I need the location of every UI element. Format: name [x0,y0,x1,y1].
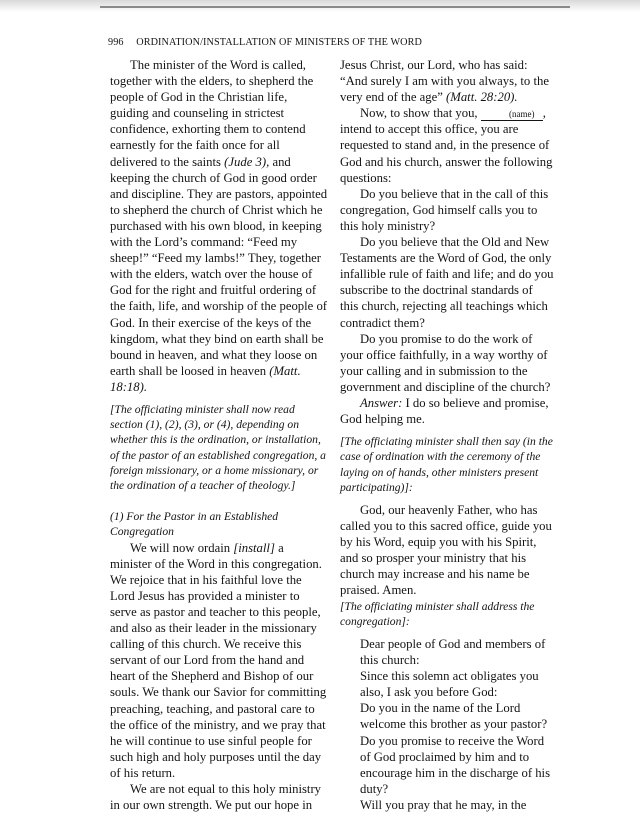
intent-text-b: , intend to accept this office, you are requested to stand and, in the presence of God and his church, answer the following questions: [340,106,553,185]
promise-text: Jesus Christ, our Lord, who has said: “And surely I am with you always, to the very end of the age” [340,58,549,105]
answer-text: I do so believe and promise, God helping me. [340,395,549,427]
hope-paragraph: We are not equal to this holy ministry in our own strength. We put our hope in [110,782,322,813]
ordain-text-a: We will now ordain [130,540,231,555]
ordain-paragraph [110,540,328,781]
ordain-text-b: a minister of the Word in this congregation. We rejoice that in his faithful love the Lord Jesus has provided a minister to serve as pastor and teacher to this people, and also as their leader in the missionary calling of this church. We receive this servant of our Lord from the hand and heart of the Shepherd and Bishop of our souls. We thank our Savior for committing preaching, teaching, and pastoral care to the office of the ministry, and we pray that he will continue to use sinful people for such high and holy purposes until the day of his return. [110,540,327,780]
question-office: Do you promise to do the work of your office faithfully, in a way worthy of your calling and in submission to the government and discipline of the church? [340,331,551,394]
page-number: 996 [108,37,124,48]
intent-text-a: Now, to show that you, [360,106,478,121]
intent-paragraph [340,105,554,185]
address-welcome-question: Do you in the name of the Lord welcome this brother as your pastor? [360,701,548,732]
running-header [108,37,422,48]
rubric-laying-on-hands: [The officiating minister shall then say (in the case of ordination with the ceremony of the laying on of hands, other ministers present participating)]: [340,435,553,494]
address-receive-question: Do you promise to receive the Word of God proclaimed by him and to encourage him in the discharge of his duty? [360,733,551,796]
scripture-ref-matt-28: (Matt. 28:20). [446,90,518,105]
answer-paragraph [340,395,554,427]
intro-paragraph [110,57,328,395]
rubric-address-congregation: [The officiating minister shall address the congregation]: [340,599,535,628]
spacer [340,427,554,434]
right-column [340,57,554,813]
name-blank: (name) [481,109,543,121]
intro-text-b: and keeping the church of God in good order and discipline. They are pastors, appointed to shepherd the church of Christ which he purchased with his own blood, in keeping with the Lord’s command: “Feed my sheep!” “Feed my lambs!” They, together with the elders, watch over the house of God for the right and fruitful ordering of the faith, life, and worship of the people of God. In their exercise of the keys of the kingdom, what they bind on earth shall be bound in heaven, and what they loose on earth shall be loosed in heaven [110,154,328,378]
prayer-paragraph: God, our heavenly Father, who has called you to this sacred office, guide you by his Word, equip you with his Spirit, and so prosper your ministry that his church may increase and his name be praised. Amen. [340,502,552,598]
left-column [110,57,328,813]
question-call: Do you believe that in the call of this congregation, God himself calls you to this holy ministry? [340,186,549,233]
install-alt: [install] [233,540,275,555]
address-pray-question: Will you pray that he may, in the [360,797,527,812]
spacer [110,395,328,402]
address-obligation: Since this solemn act obligates you also, I ask you before God: [360,669,539,700]
question-scripture: Do you believe that the Old and New Testaments are the Word of God, the only infallible rule of faith and life; and do you subscribe to the doctrinal standards of this church, rejecting all teachings which contradict them? [340,235,554,330]
answer-label: Answer: [360,395,403,410]
spacer [340,629,554,636]
top-decorative-rule [100,6,570,8]
running-title: ORDINATION/INSTALLATION OF MINISTERS OF THE WORD [136,37,422,48]
scripture-ref-matt-18: (Matt. 18:18). [110,363,301,394]
rubric-section-choice: [The officiating minister shall now read section (1), (2), (3), or (4), depending on whether this is the ordination, or installation, of the pastor of an established congregation, a foreign missionary, or a home missionary, or the ordination of a teacher of theology.] [110,402,326,492]
section-heading: (1) For the Pastor in an Established Congregation [110,510,279,539]
spacer [340,495,554,502]
scripture-ref-jude: (Jude 3), [224,154,270,169]
spacer [110,493,328,509]
promise-paragraph [340,57,554,105]
address-greeting: Dear people of God and members of this church: [360,636,546,668]
intro-text-a: The minister of the Word is called, together with the elders, to shepherd the people of God in the Christian life, guiding and counseling in strictest confidence, exhorting them to contend earnestly for the faith once for all delivered to the saints [110,58,314,169]
